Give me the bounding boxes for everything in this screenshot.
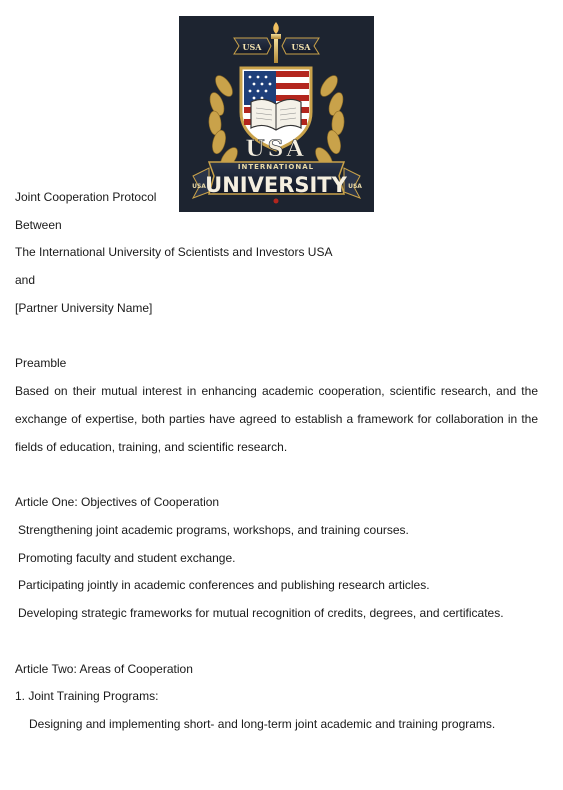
top-banner-left-text: USA [242,42,262,52]
party-one-name: The International University of Scientists and Investors USA [15,245,333,259]
open-book-icon [251,99,301,130]
document-title: Joint Cooperation Protocol [15,190,157,204]
logo-international-text: INTERNATIONAL [237,163,315,171]
logo-side-right-text: USA [348,183,362,190]
logo-arc-text: USA [245,136,307,162]
preamble-paragraph: Based on their mutual interest in enhancing academic cooperation, scientific research, and the exchange of expertise, both parties have agreed to establish a framework for collaboration in the fields of education, training, and scientific research. [15,384,538,454]
objective-item: Participating jointly in academic conferences and publishing research articles. [18,578,430,592]
area-one-text: Designing and implementing short- and long-term joint academic and training programs. [29,717,496,731]
preamble-heading: Preamble [15,356,67,370]
objective-item: Strengthening joint academic programs, workshops, and training courses. [18,523,409,537]
university-logo [179,16,374,212]
torch-icon [271,22,281,63]
logo-side-left-text: USA [192,183,206,190]
party-two-name: [Partner University Name] [15,301,153,315]
article-two-heading: Article Two: Areas of Cooperation [15,662,193,676]
logo-dot-icon [274,199,279,204]
article-one-heading: Article One: Objectives of Cooperation [15,495,220,509]
logo-university-text: UNIVERSITY [205,173,347,197]
and-text: and [15,273,36,287]
between-text: Between [15,218,62,232]
top-banner-right-text: USA [291,42,311,52]
objective-item: Developing strategic frameworks for mutual recognition of credits, degrees, and certificates. [18,606,504,620]
area-one-title: 1. Joint Training Programs: [15,689,159,703]
objective-item: Promoting faculty and student exchange. [18,551,236,565]
